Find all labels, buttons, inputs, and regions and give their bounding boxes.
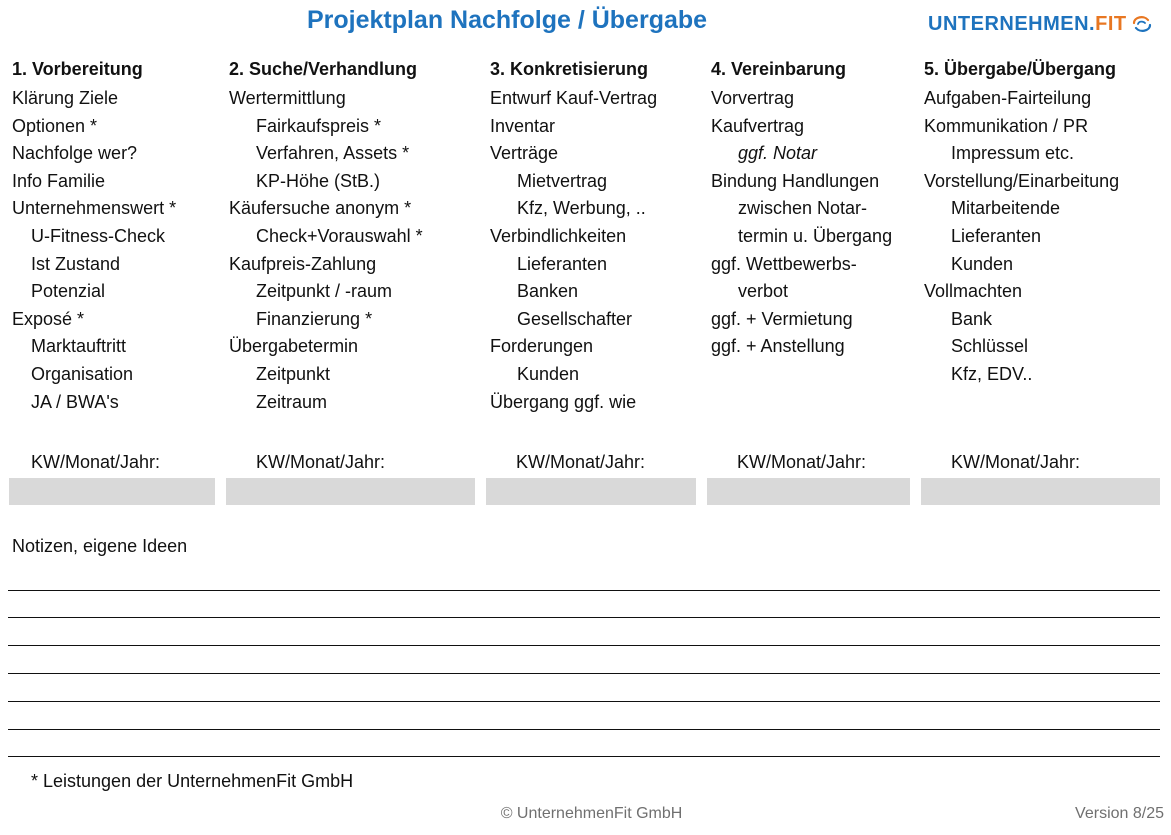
list-item: Kfz, EDV..	[951, 363, 1033, 384]
list-item: Unternehmenswert *	[12, 198, 177, 219]
list-item: Kaufpreis-Zahlung	[229, 253, 377, 274]
column-heading: 4. Vereinbarung	[711, 59, 847, 79]
list-item: Klärung Ziele	[12, 88, 119, 108]
page-title: Projektplan Nachfolge / Übergabe	[306, 6, 708, 34]
copyright-notice: © UnternehmenFit GmbH	[500, 805, 683, 822]
logo-text-main: UNTERNEHMEN.	[928, 12, 1096, 35]
list-item: Kfz, Werbung, ..	[517, 198, 646, 219]
list-item: Ist Zustand	[31, 253, 121, 274]
list-item: Finanzierung *	[256, 308, 373, 329]
list-item: Potenzial	[31, 281, 106, 302]
list-item: Banken	[517, 281, 579, 302]
date-entry-field-col1[interactable]	[9, 478, 215, 505]
list-item: Organisation	[31, 363, 134, 384]
kw-label-col4: KW/Monat/Jahr:	[737, 452, 867, 472]
column-vereinbarung	[711, 53, 892, 361]
list-item: Vorvertrag	[711, 88, 795, 108]
column-heading: 2. Suche/Verhandlung	[229, 59, 418, 79]
list-item: Kunden	[951, 253, 1014, 274]
logo-swirl-icon	[1131, 14, 1153, 34]
list-item: Wertermittlung	[229, 88, 346, 108]
list-item: Lieferanten	[951, 225, 1042, 246]
list-item: Mietvertrag	[517, 170, 608, 191]
list-item: Schlüssel	[951, 336, 1029, 357]
list-item: Nachfolge wer?	[12, 143, 138, 164]
list-item: Vollmachten	[924, 281, 1023, 302]
list-item: Zeitpunkt	[256, 363, 331, 384]
kw-label-col2: KW/Monat/Jahr:	[256, 452, 386, 472]
column-uebergabe	[924, 53, 1119, 389]
list-item: Vorstellung/Einarbeitung	[924, 170, 1120, 191]
list-item: verbot	[738, 281, 789, 302]
list-item: Kaufvertrag	[711, 115, 805, 136]
logo-text-accent: FIT	[1095, 12, 1127, 35]
list-item: Info Familie	[12, 170, 106, 191]
list-item: Impressum etc.	[951, 143, 1075, 164]
list-item: Zeitpunkt / -raum	[256, 281, 393, 302]
date-entry-field-col2[interactable]	[226, 478, 475, 505]
list-item: Zeitraum	[256, 391, 328, 412]
column-heading: 5. Übergabe/Übergang	[924, 59, 1117, 79]
notes-line[interactable]	[8, 673, 1160, 674]
list-item: Gesellschafter	[517, 308, 633, 329]
list-item: Forderungen	[490, 336, 594, 357]
list-item: U-Fitness-Check	[31, 225, 166, 246]
list-item: JA / BWA's	[31, 391, 119, 412]
list-item: Check+Vorauswahl *	[256, 225, 423, 246]
list-item: Verbindlichkeiten	[490, 225, 627, 246]
list-item: Verträge	[490, 143, 559, 164]
list-item: Kunden	[517, 363, 580, 384]
list-item: zwischen Notar-	[738, 198, 868, 219]
list-item: Fairkaufspreis *	[256, 115, 382, 136]
list-item: Übergang ggf. wie	[490, 391, 637, 412]
list-item: Verfahren, Assets *	[256, 143, 410, 164]
list-item: ggf. Notar	[738, 143, 818, 164]
list-item: Aufgaben-Fairteilung	[924, 88, 1092, 108]
notes-line[interactable]	[8, 645, 1160, 646]
notes-line[interactable]	[8, 756, 1160, 757]
list-item: ggf. + Anstellung	[711, 336, 845, 357]
notes-line[interactable]	[8, 590, 1160, 591]
column-vorbereitung	[12, 53, 176, 416]
kw-label-col1: KW/Monat/Jahr:	[31, 452, 161, 472]
list-item: Lieferanten	[517, 253, 608, 274]
list-item: Bank	[951, 308, 993, 329]
date-entry-field-col5[interactable]	[921, 478, 1160, 505]
list-item: Kommunikation / PR	[924, 115, 1089, 136]
list-item: Inventar	[490, 115, 556, 136]
list-item: termin u. Übergang	[738, 225, 893, 246]
list-item: Käufersuche anonym *	[229, 198, 412, 219]
footnote: * Leistungen der UnternehmenFit GmbH	[31, 771, 354, 791]
list-item: KP-Höhe (StB.)	[256, 170, 381, 191]
list-item: Bindung Handlungen	[711, 170, 880, 191]
column-konkretisierung	[490, 53, 657, 416]
list-item: Exposé *	[12, 308, 85, 329]
notes-label: Notizen, eigene Ideen	[12, 536, 188, 556]
list-item: Mitarbeitende	[951, 198, 1061, 219]
list-item: ggf. Wettbewerbs-	[711, 253, 857, 274]
column-heading: 3. Konkretisierung	[490, 59, 649, 79]
kw-label-col3: KW/Monat/Jahr:	[516, 452, 646, 472]
notes-line[interactable]	[8, 701, 1160, 702]
version-label: Version 8/25	[1075, 805, 1164, 822]
column-suche-verhandlung	[229, 53, 423, 416]
column-heading: 1. Vorbereitung	[12, 59, 143, 79]
notes-line[interactable]	[8, 729, 1160, 730]
list-item: Entwurf Kauf-Vertrag	[490, 88, 658, 108]
date-entry-field-col4[interactable]	[707, 478, 910, 505]
date-entry-field-col3[interactable]	[486, 478, 696, 505]
list-item: Marktauftritt	[31, 336, 127, 357]
list-item: ggf. + Vermietung	[711, 308, 853, 329]
kw-label-col5: KW/Monat/Jahr:	[951, 452, 1081, 472]
list-item: Übergabetermin	[229, 336, 359, 357]
company-logo	[928, 11, 1153, 37]
notes-line[interactable]	[8, 617, 1160, 618]
list-item: Optionen *	[12, 115, 98, 136]
